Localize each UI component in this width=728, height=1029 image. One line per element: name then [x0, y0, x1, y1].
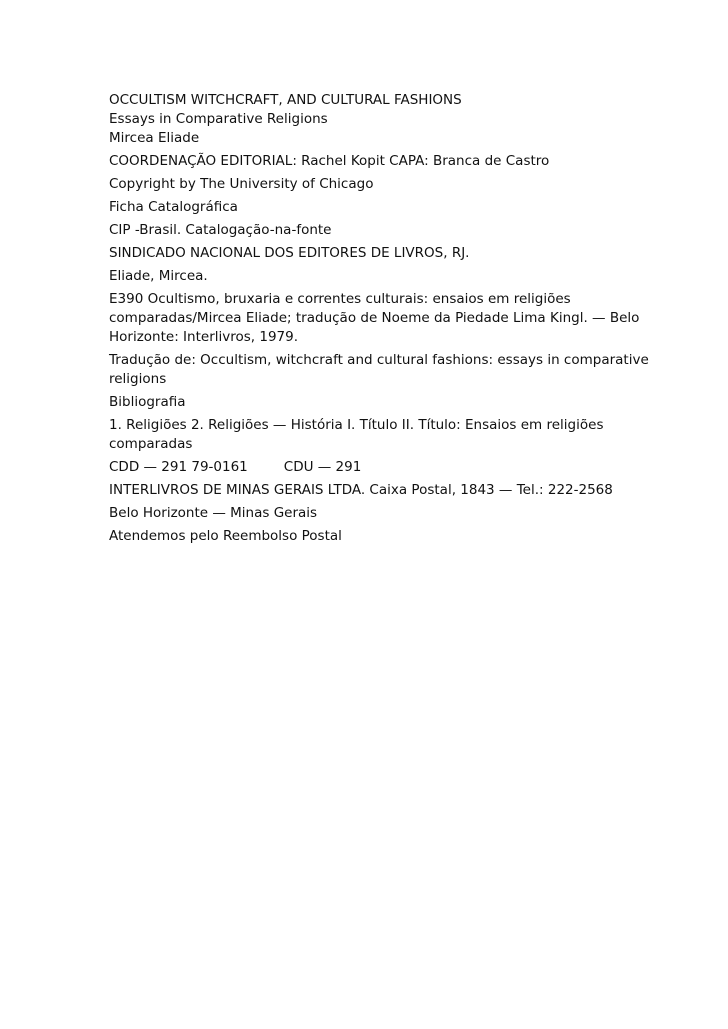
- cip-paragraph: [109, 221, 649, 240]
- book-title: OCCULTISM WITCHCRAFT, AND CULTURAL FASHIONS: [109, 92, 462, 108]
- publisher-paragraph: [109, 481, 649, 500]
- record-line: comparadas/Mircea Eliade; tradução de Noeme da Piedade Lima Kingl. — Belo: [109, 310, 640, 326]
- subjects-line: 1. Religiões 2. Religiões — História I. Título II. Título: Ensaios em religiões: [109, 417, 604, 433]
- author-entry-line: Eliade, Mircea.: [109, 268, 208, 284]
- author-entry-paragraph: [109, 267, 649, 286]
- ficha-heading: Ficha Catalográfica: [109, 199, 238, 215]
- ficha-paragraph: [109, 198, 649, 217]
- record-line: E390 Ocultismo, bruxaria e correntes culturais: ensaios em religiões: [109, 291, 571, 307]
- title-block: [109, 91, 649, 148]
- classification-paragraph: [109, 458, 649, 477]
- cdu-code: CDU — 291: [283, 459, 362, 475]
- postal-line: Atendemos pelo Reembolso Postal: [109, 528, 342, 544]
- translation-line: religions: [109, 371, 167, 387]
- sindicato-line: SINDICADO NACIONAL DOS EDITORES DE LIVROS, RJ.: [109, 245, 470, 261]
- classification-line: [109, 458, 649, 477]
- book-subtitle: Essays in Comparative Religions: [109, 111, 328, 127]
- subjects-line: comparadas: [109, 436, 193, 452]
- credits-paragraph: [109, 152, 649, 171]
- record-paragraph: [109, 290, 649, 347]
- city-paragraph: [109, 504, 649, 523]
- document-page: [109, 91, 649, 550]
- cdd-code: CDD — 291 79-0161: [109, 459, 248, 475]
- book-author: Mircea Eliade: [109, 130, 200, 146]
- translation-line: Tradução de: Occultism, witchcraft and cultural fashions: essays in comparative: [109, 352, 649, 368]
- bibliography-paragraph: [109, 393, 649, 412]
- city-line: Belo Horizonte — Minas Gerais: [109, 505, 318, 521]
- cip-line: CIP -Brasil. Catalogação-na-fonte: [109, 222, 332, 238]
- translation-paragraph: [109, 351, 649, 389]
- bibliography-line: Bibliografia: [109, 394, 186, 410]
- publisher-line: INTERLIVROS DE MINAS GERAIS LTDA. Caixa Postal, 1843 — Tel.: 222-2568: [109, 482, 613, 498]
- copyright-paragraph: [109, 175, 649, 194]
- credits-line: COORDENAÇÃO EDITORIAL: Rachel Kopit CAPA: Branca de Castro: [109, 153, 550, 169]
- record-line: Horizonte: Interlivros, 1979.: [109, 329, 299, 345]
- postal-paragraph: [109, 527, 649, 546]
- subjects-paragraph: [109, 416, 649, 454]
- sindicato-paragraph: [109, 244, 649, 263]
- copyright-line: Copyright by The University of Chicago: [109, 176, 374, 192]
